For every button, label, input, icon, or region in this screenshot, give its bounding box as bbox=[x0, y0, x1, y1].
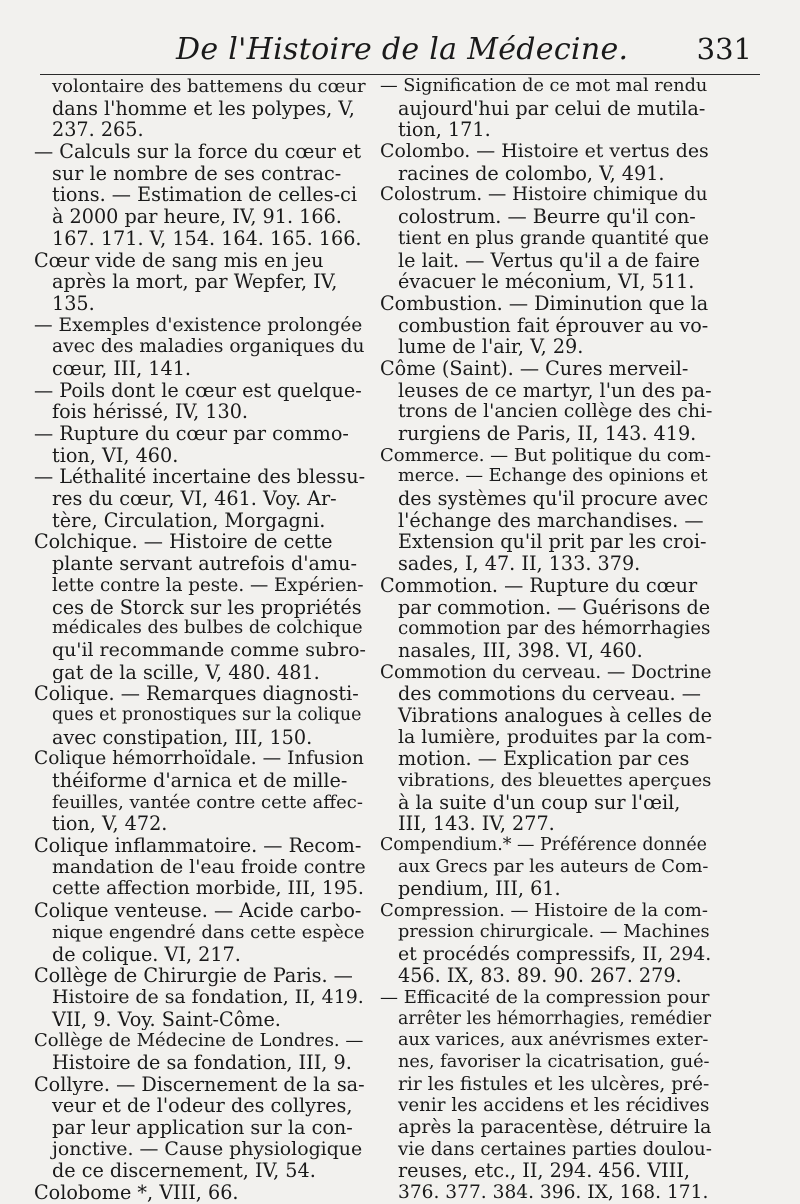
index-line: des commotions du cerveau. — bbox=[398, 683, 701, 705]
index-line: dans l'homme et les polypes, V, bbox=[52, 97, 355, 120]
index-line: nes, favoriser la cicatrisation, gué- bbox=[398, 1051, 710, 1072]
index-line: théiforme d'arnica et de mille- bbox=[52, 770, 348, 792]
index-line: avec constipation, III, 150. bbox=[52, 726, 313, 749]
index-line: par commotion. — Guérisons de bbox=[398, 596, 711, 619]
index-line: Collyre. — Discernement de la sa- bbox=[34, 1073, 365, 1096]
index-line: combustion fait éprouver au vo- bbox=[398, 314, 709, 337]
index-line: après la mort, par Wepfer, IV, bbox=[52, 271, 338, 293]
index-line: évacuer le méconium, VI, 511. bbox=[398, 271, 695, 293]
index-line: à 2000 par heure, IV, 91. 166. bbox=[52, 206, 342, 228]
index-line: après la paracentèse, détruire la bbox=[398, 1117, 712, 1138]
index-line: Colique venteuse. — Acide carbo- bbox=[34, 900, 362, 922]
index-line: tion, V, 472. bbox=[52, 813, 168, 836]
index-line: tion, 171. bbox=[398, 119, 491, 142]
index-line: plante servant autrefois d'amu- bbox=[52, 553, 358, 575]
index-line: Cœur vide de sang mis en jeu bbox=[34, 249, 324, 272]
index-line: ces de Storck sur les propriétés bbox=[52, 596, 362, 619]
index-line: tions. — Estimation de celles-ci bbox=[52, 184, 357, 207]
index-line: VII, 9. Voy. Saint-Côme. bbox=[52, 1008, 281, 1031]
index-line: arrêter les hémorrhagies, remédier bbox=[398, 1008, 712, 1029]
index-line: vie dans certaines parties doulou- bbox=[398, 1138, 712, 1160]
running-title: De l'Histoire de la Médecine. bbox=[176, 32, 629, 67]
index-line: III, 143. IV, 277. bbox=[398, 813, 555, 836]
index-line: reuses, etc., II, 294. 456. VIII, bbox=[398, 1160, 690, 1183]
index-line: pression chirurgicale. — Machines bbox=[398, 921, 710, 942]
index-line: Côme (Saint). — Cures merveil- bbox=[380, 357, 689, 380]
index-line: médicales des bulbes de colchique bbox=[52, 618, 363, 639]
index-line: qu'il recommande comme subro- bbox=[52, 639, 366, 661]
index-line: sades, I, 47. II, 133. 379. bbox=[398, 553, 641, 575]
index-line: à la suite d'un coup sur l'œil, bbox=[398, 791, 681, 814]
index-line: des systèmes qu'il procure avec bbox=[398, 488, 709, 510]
index-line: Colombo. — Histoire et vertus des bbox=[380, 141, 709, 163]
index-line: par leur application sur la con- bbox=[52, 1117, 353, 1139]
index-line: — Exemples d'existence prolongée bbox=[34, 314, 363, 336]
index-line: Commotion du cerveau. — Doctrine bbox=[380, 661, 712, 683]
index-line: cœur, III, 141. bbox=[52, 357, 191, 380]
index-line: Compression. — Histoire de la com- bbox=[380, 900, 708, 922]
index-line: — Calculs sur la force du cœur et bbox=[34, 141, 362, 163]
index-line: jonctive. — Cause physiologique bbox=[52, 1138, 363, 1160]
index-line: lume de l'air, V, 29. bbox=[398, 336, 584, 358]
index-line: le lait. — Vertus qu'il a de faire bbox=[398, 249, 700, 272]
index-line: vibrations, des bleuettes aperçues bbox=[398, 770, 712, 791]
index-line: nique engendré dans cette espèce bbox=[52, 921, 365, 943]
index-line: res du cœur, VI, 461. Voy. Ar- bbox=[52, 488, 337, 510]
index-line: 167. 171. V, 154. 164. 165. 166. bbox=[52, 227, 362, 250]
index-line: l'échange des marchandises. — bbox=[398, 509, 704, 532]
index-line: mandation de l'eau froide contre bbox=[52, 856, 366, 878]
index-line: Collège de Chirurgie de Paris. — bbox=[34, 965, 353, 987]
index-line: de ce discernement, IV, 54. bbox=[52, 1160, 316, 1183]
index-line: racines de colombo, V, 491. bbox=[398, 162, 665, 185]
index-line: Extension qu'il prit par les croi- bbox=[398, 531, 707, 554]
index-line: — Rupture du cœur par commo- bbox=[34, 423, 349, 445]
index-line: Colique inflammatoire. — Recom- bbox=[34, 835, 362, 857]
index-line: Colique. — Remarques diagnosti- bbox=[34, 683, 359, 705]
index-line: Combustion. — Diminution que la bbox=[380, 292, 709, 315]
index-line: aujourd'hui par celui de mutila- bbox=[398, 97, 706, 120]
index-line: gat de la scille, V, 480. 481. bbox=[52, 661, 320, 684]
index-line: tion, VI, 460. bbox=[52, 444, 179, 467]
index-line: — Poils dont le cœur est quelque- bbox=[34, 379, 362, 402]
left-column bbox=[34, 76, 366, 1204]
index-line: aux varices, aux anévrismes exter- bbox=[398, 1030, 709, 1051]
index-line: colostrum. — Beurre qu'il con- bbox=[398, 206, 696, 228]
index-line: ques et pronostiques sur la colique bbox=[52, 704, 362, 725]
index-line: — Signification de ce mot mal rendu bbox=[380, 76, 708, 96]
index-line: 135. bbox=[52, 292, 95, 315]
index-line: Collège de Médecine de Londres. — bbox=[34, 1030, 364, 1052]
index-line: nasales, III, 398. VI, 460. bbox=[398, 639, 643, 662]
index-line: 376. 377. 384. 396. IX, 168. 171. bbox=[398, 1182, 709, 1204]
index-line: Histoire de sa fondation, III, 9. bbox=[52, 1051, 352, 1074]
index-line: pendium, III, 61. bbox=[398, 878, 561, 901]
index-line: tient en plus grande quantité que bbox=[398, 227, 709, 249]
index-line: Histoire de sa fondation, II, 419. bbox=[52, 986, 364, 1008]
index-line: Colobome *, VIII, 66. bbox=[34, 1182, 239, 1204]
index-line: 456. IX, 83. 89. 90. 267. 279. bbox=[398, 965, 682, 987]
running-header bbox=[40, 28, 760, 75]
index-line: leuses de ce martyr, l'un des pa- bbox=[398, 379, 712, 402]
index-line: tère, Circulation, Morgagni. bbox=[52, 509, 326, 532]
index-line: Colostrum. — Histoire chimique du bbox=[380, 184, 708, 206]
index-line: sur le nombre de ses contrac- bbox=[52, 162, 342, 185]
index-line: 237. 265. bbox=[52, 119, 144, 142]
index-line: de colique. VI, 217. bbox=[52, 943, 241, 966]
index-line: lette contre la peste. — Expérien- bbox=[52, 574, 364, 596]
index-line: et procédés compressifs, II, 294. bbox=[398, 943, 712, 965]
index-line: veur et de l'odeur des collyres, bbox=[52, 1095, 353, 1117]
index-line: feuilles, vantée contre cette affec- bbox=[52, 791, 363, 813]
index-line: Colchique. — Histoire de cette bbox=[34, 531, 333, 554]
page-number: 331 bbox=[696, 32, 752, 66]
index-line: fois hérissé, IV, 130. bbox=[52, 401, 249, 423]
index-line: avec des maladies organiques du bbox=[52, 336, 365, 358]
index-line: Vibrations analogues à celles de bbox=[398, 704, 712, 727]
index-line: merce. — Echange des opinions et bbox=[398, 466, 708, 487]
index-line: Commotion. — Rupture du cœur bbox=[380, 574, 698, 597]
index-line: la lumière, produites par la com- bbox=[398, 726, 712, 748]
right-column bbox=[380, 76, 712, 1204]
index-line: rurgiens de Paris, II, 143. 419. bbox=[398, 423, 697, 445]
index-line: Colique hémorrhoïdale. — Infusion bbox=[34, 748, 364, 770]
index-line: — Léthalité incertaine des blessu- bbox=[34, 466, 366, 489]
index-line: cette affection morbide, III, 195. bbox=[52, 878, 364, 900]
index-line: motion. — Explication par ces bbox=[398, 748, 690, 770]
index-line: aux Grecs par les auteurs de Com- bbox=[398, 856, 709, 877]
index-line: Commerce. — But politique du com- bbox=[380, 444, 711, 466]
index-line: rir les fistules et les ulcères, pré- bbox=[398, 1073, 710, 1095]
index-line: commotion par des hémorrhagies bbox=[398, 618, 711, 640]
index-line: volontaire des battemens du cœur bbox=[52, 76, 366, 97]
index-line: trons de l'ancien collège des chi- bbox=[398, 401, 712, 423]
index-line: venir les accidens et les récidives bbox=[398, 1095, 710, 1117]
index-line: — Efficacité de la compression pour bbox=[380, 986, 710, 1008]
index-line: Compendium.* — Préférence donnée bbox=[380, 835, 707, 856]
